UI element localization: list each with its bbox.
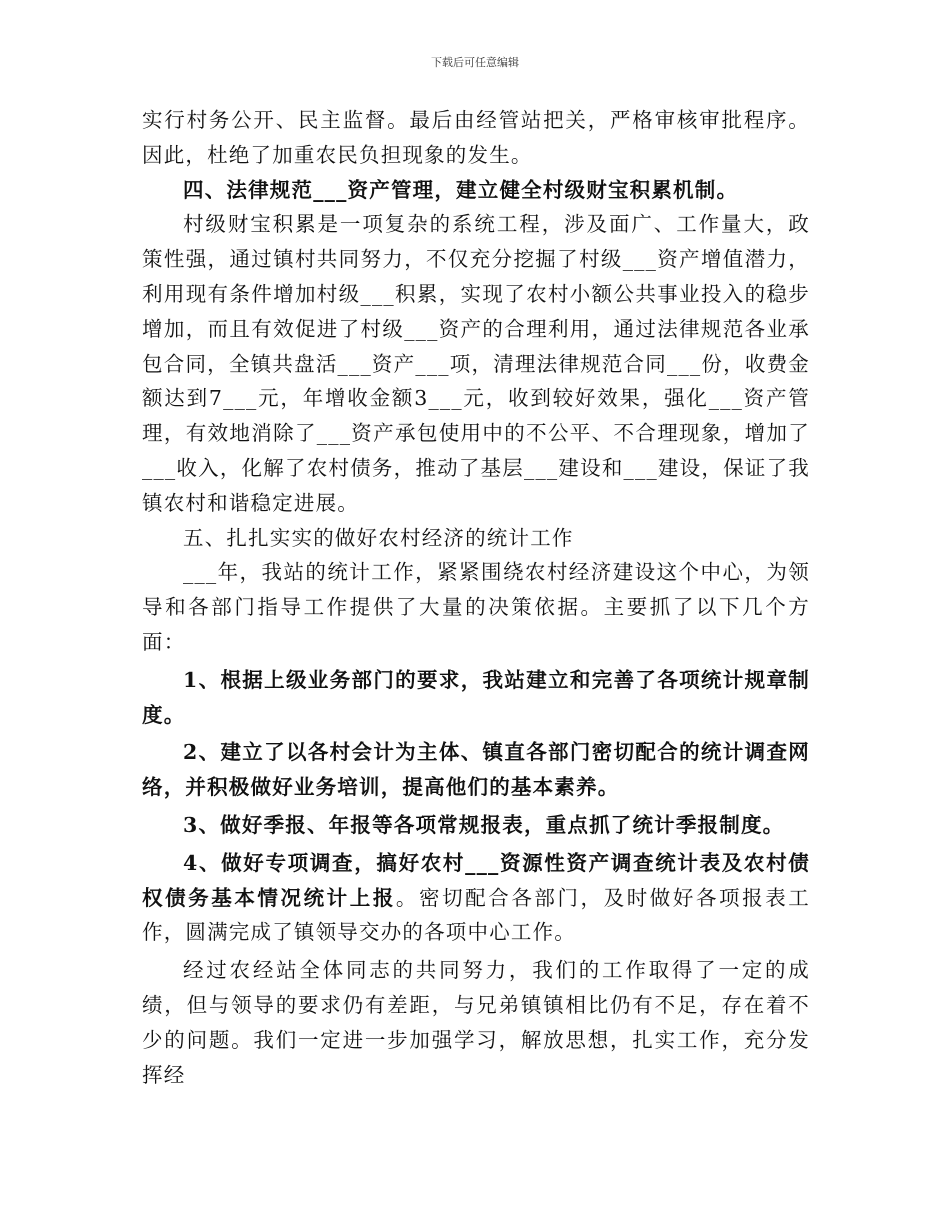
list-item-4-bold-lead: 4、做好专项调查，搞好农村___资源性资产调查统计表及农村债权债务基本情况统计上报 (142, 850, 810, 910)
list-item-4 (142, 846, 810, 950)
list-item-1: 1、根据上级业务部门的要求，我站建立和完善了各项统计规章制度。 (142, 667, 810, 727)
paragraph-statistics-intro: ___年，我站的统计工作，紧紧围绕农村经济建设这个中心，为领导和各部门指导工作提供了大量的决策依据。主要抓了以下几个方面： (142, 560, 810, 654)
paragraph-asset-accumulation: 村级财宝积累是一项复杂的系统工程，涉及面广、工作量大，政策性强，通过镇村共同努力，不仅充分挖掘了村级___资产增值潜力，利用现有条件增加村级___积累，实现了农村小额公共事业投入的稳步增加，而且有效促进了村级___资产的合理利用，通过法律规范各业承包合同，全镇共盘活___资产___项，清理法律规范合同___份，收费金额达到7___元，年增收金额3___元，收到较好效果，强化___资产管理，有效地消除了___资产承包使用中的不公平、不合理现象，增加了___收入，化解了农村债务，推动了基层___建设和___建设，保证了我镇农村和谐稳定进展。 (142, 212, 810, 515)
page-header-note: 下载后可任意编辑 (431, 56, 519, 69)
list-item-4-text: 。密切配合各部门，及时做好各项报表工作，圆满完成了镇领导交办的各项中心工作。 (142, 885, 810, 945)
list-item-2: 2、建立了以各村会计为主体、镇直各部门密切配合的统计调查网络，并积极做好业务培训，提高他们的基本素养。 (142, 740, 810, 800)
section-heading-five: 五、扎扎实实的做好农村经济的统计工作 (183, 525, 574, 550)
section-heading-four: 四、法律规范___资产管理，建立健全村级财宝积累机制。 (183, 177, 739, 202)
paragraph-conclusion: 经过农经站全体同志的共同努力，我们的工作取得了一定的成绩，但与领导的要求仍有差距，与兄弟镇镇相比仍有不足，存在着不少的问题。我们一定进一步加强学习，解放思想，扎实工作，充分发挥经 (142, 958, 810, 1087)
document-body (142, 103, 810, 1092)
list-item-3: 3、做好季报、年报等各项常规报表，重点抓了统计季报制度。 (183, 812, 785, 837)
paragraph-continuation: 实行村务公开、民主监督。最后由经管站把关，严格审核审批程序。因此，杜绝了加重农民负担现象的发生。 (142, 108, 810, 167)
